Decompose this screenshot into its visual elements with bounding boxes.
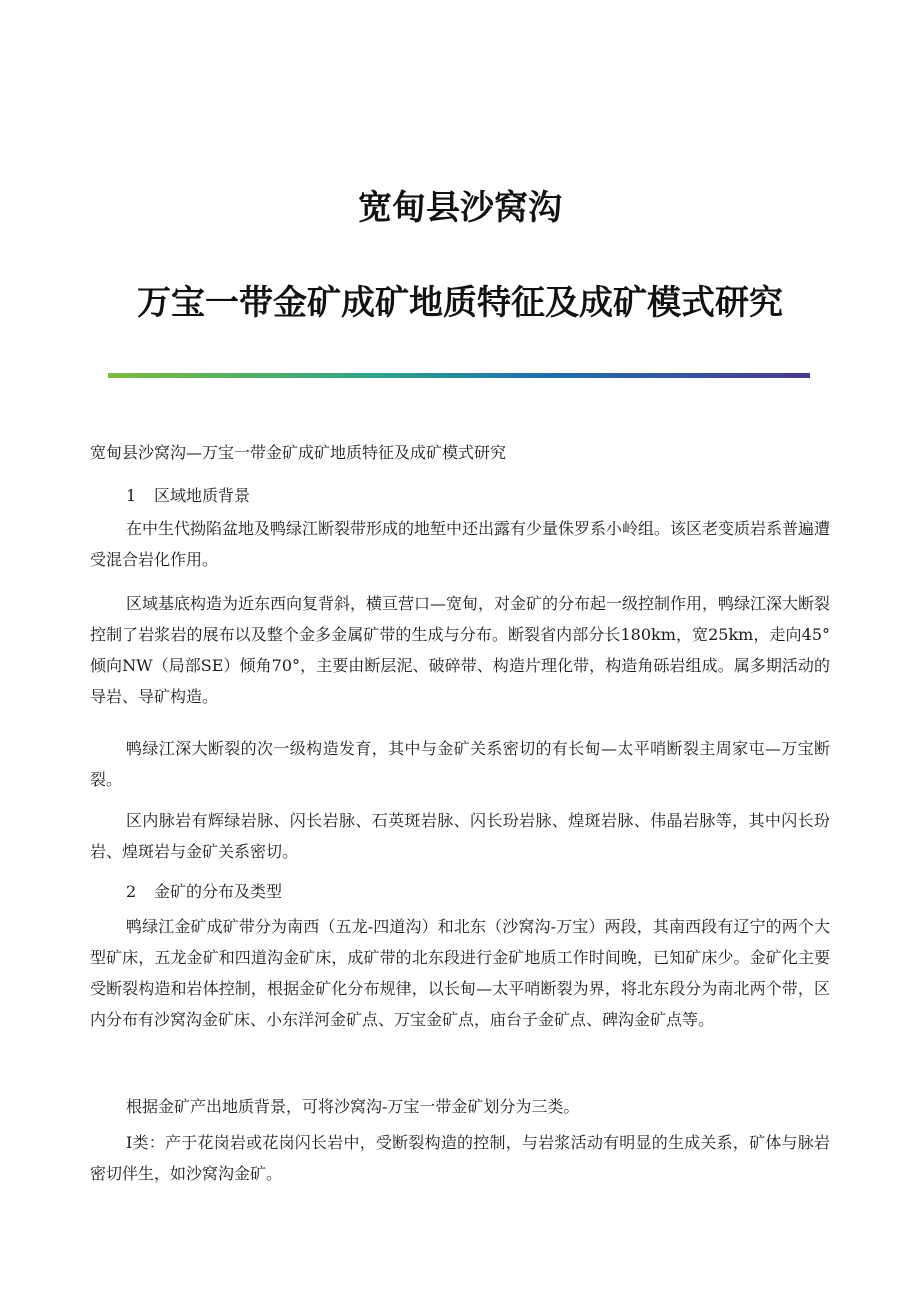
title-divider bbox=[108, 373, 810, 378]
section-1-paragraph-3: 鸭绿江深大断裂的次一级构造发育，其中与金矿关系密切的有长甸—太平哨断裂主周家屯—万宝断裂。 bbox=[90, 739, 830, 789]
section-1-heading bbox=[90, 480, 830, 511]
section-2-paragraph-1: 鸭绿江金矿成矿带分为南西（五龙-四道沟）和北东（沙窝沟-万宝）两段，其南西段有辽宁的两个大型矿床，五龙金矿和四道沟金矿床，成矿带的北东段进行金矿地质工作时间晚，已知矿床少。金矿化主要受断裂构造和岩体控制，根据金矿化分布规律，以长甸—太平哨断裂为界，将北东段分为南北两个带，区内分布有沙窝沟金矿床、小东洋河金矿点、万宝金矿点，庙台子金矿点、碑沟金矿点等。 bbox=[90, 917, 830, 1029]
section-2-number: 2 bbox=[126, 882, 137, 901]
section-1-heading-text: 区域地质背景 bbox=[154, 486, 251, 505]
document-header-line: 宽甸县沙窝沟—万宝一带金矿成矿地质特征及成矿模式研究 bbox=[90, 443, 507, 462]
section-2-heading bbox=[90, 876, 830, 907]
section-2-paragraph-2: 根据金矿产出地质背景，可将沙窝沟-万宝一带金矿划分为三类。 bbox=[126, 1097, 580, 1116]
section-1-number: 1 bbox=[126, 486, 137, 505]
section-1-paragraph-2: 区域基底构造为近东西向复背斜，横亘营口—宽甸，对金矿的分布起一级控制作用，鸭绿江深大断裂控制了岩浆岩的展布以及整个金多金属矿带的生成与分布。断裂省内部分长180km，宽25km，走向45° 倾向NW（局部SE）倾角70°，主要由断层泥、破碎带、构造片理化带，构造角砾岩组成。属多期活动的导岩、导矿构造。 bbox=[90, 594, 831, 706]
section-2-paragraph-3: Ⅰ类：产于花岗岩或花岗闪长岩中，受断裂构造的控制，与岩浆活动有明显的生成关系，矿体与脉岩密切伴生，如沙窝沟金矿。 bbox=[90, 1133, 830, 1183]
section-1-paragraph-4: 区内脉岩有辉绿岩脉、闪长岩脉、石英斑岩脉、闪长玢岩脉、煌斑岩脉、伟晶岩脉等，其中闪长玢岩、煌斑岩与金矿关系密切。 bbox=[90, 811, 830, 861]
document-title-line-2: 万宝一带金矿成矿地质特征及成矿模式研究 bbox=[137, 283, 783, 323]
section-2-heading-text: 金矿的分布及类型 bbox=[154, 882, 283, 901]
document-title-line-1: 宽甸县沙窝沟 bbox=[358, 188, 562, 228]
section-1-paragraph-1: 在中生代拗陷盆地及鸭绿江断裂带形成的地堑中还出露有少量侏罗系小岭组。该区老变质岩系普遍遭受混合岩化作用。 bbox=[90, 519, 831, 569]
